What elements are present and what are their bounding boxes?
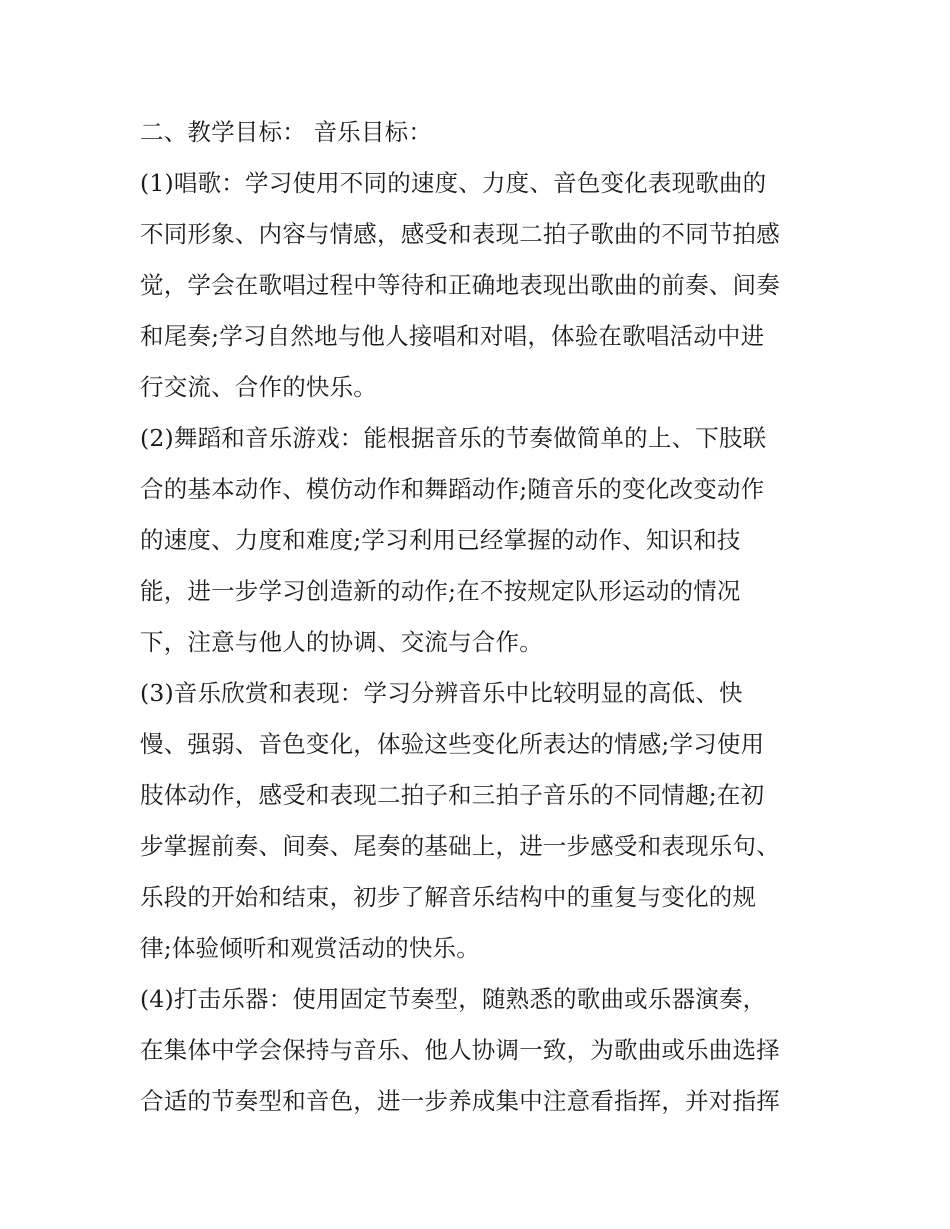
section-heading: 二、教学目标： 音乐目标： <box>140 118 433 146</box>
text-line: 下，注意与他人的协调、交流与合作。 <box>140 628 543 656</box>
text-line: (3)音乐欣赏和表现：学习分辨音乐中比较明显的高低、快 <box>140 679 743 707</box>
text-line: 合适的节奏型和音色，进一步养成集中注意看指挥，并对指挥 <box>140 1087 780 1115</box>
text-line: (1)唱歌：学习使用不同的速度、力度、音色变化表现歌曲的 <box>140 169 767 197</box>
text-line: 的速度、力度和难度;学习利用已经掌握的动作、知识和技 <box>140 526 741 554</box>
text-line: 能，进一步学习创造新的动作;在不按规定队形运动的情况 <box>140 577 741 605</box>
text-line: 不同形象、内容与情感，感受和表现二拍子歌曲的不同节拍感 <box>140 220 780 248</box>
text-line: 慢、强弱、音色变化，体验这些变化所表达的情感;学习使用 <box>140 730 765 758</box>
text-line: 和尾奏;学习自然地与他人接唱和对唱，体验在歌唱活动中进 <box>140 322 765 350</box>
text-line: 律;体验倾听和观赏活动的快乐。 <box>140 934 480 962</box>
text-line: 步掌握前奏、间奏、尾奏的基础上，进一步感受和表现乐句、 <box>140 832 780 860</box>
text-line: (2)舞蹈和音乐游戏：能根据音乐的节奏做简单的上、下肢联 <box>140 424 767 452</box>
text-line: 觉，学会在歌唱过程中等待和正确地表现出歌曲的前奏、间奏 <box>140 271 780 299</box>
text-line: (4)打击乐器：使用固定节奏型，随熟悉的歌曲或乐器演奏， <box>140 985 767 1013</box>
text-line: 肢体动作，感受和表现二拍子和三拍子音乐的不同情趣;在初 <box>140 781 765 809</box>
text-line: 行交流、合作的快乐。 <box>140 373 377 401</box>
text-line: 在集体中学会保持与音乐、他人协调一致，为歌曲或乐曲选择 <box>140 1036 780 1064</box>
text-line: 合的基本动作、模仿动作和舞蹈动作;随音乐的变化改变动作 <box>140 475 765 503</box>
text-line: 乐段的开始和结束，初步了解音乐结构中的重复与变化的规 <box>140 883 757 911</box>
